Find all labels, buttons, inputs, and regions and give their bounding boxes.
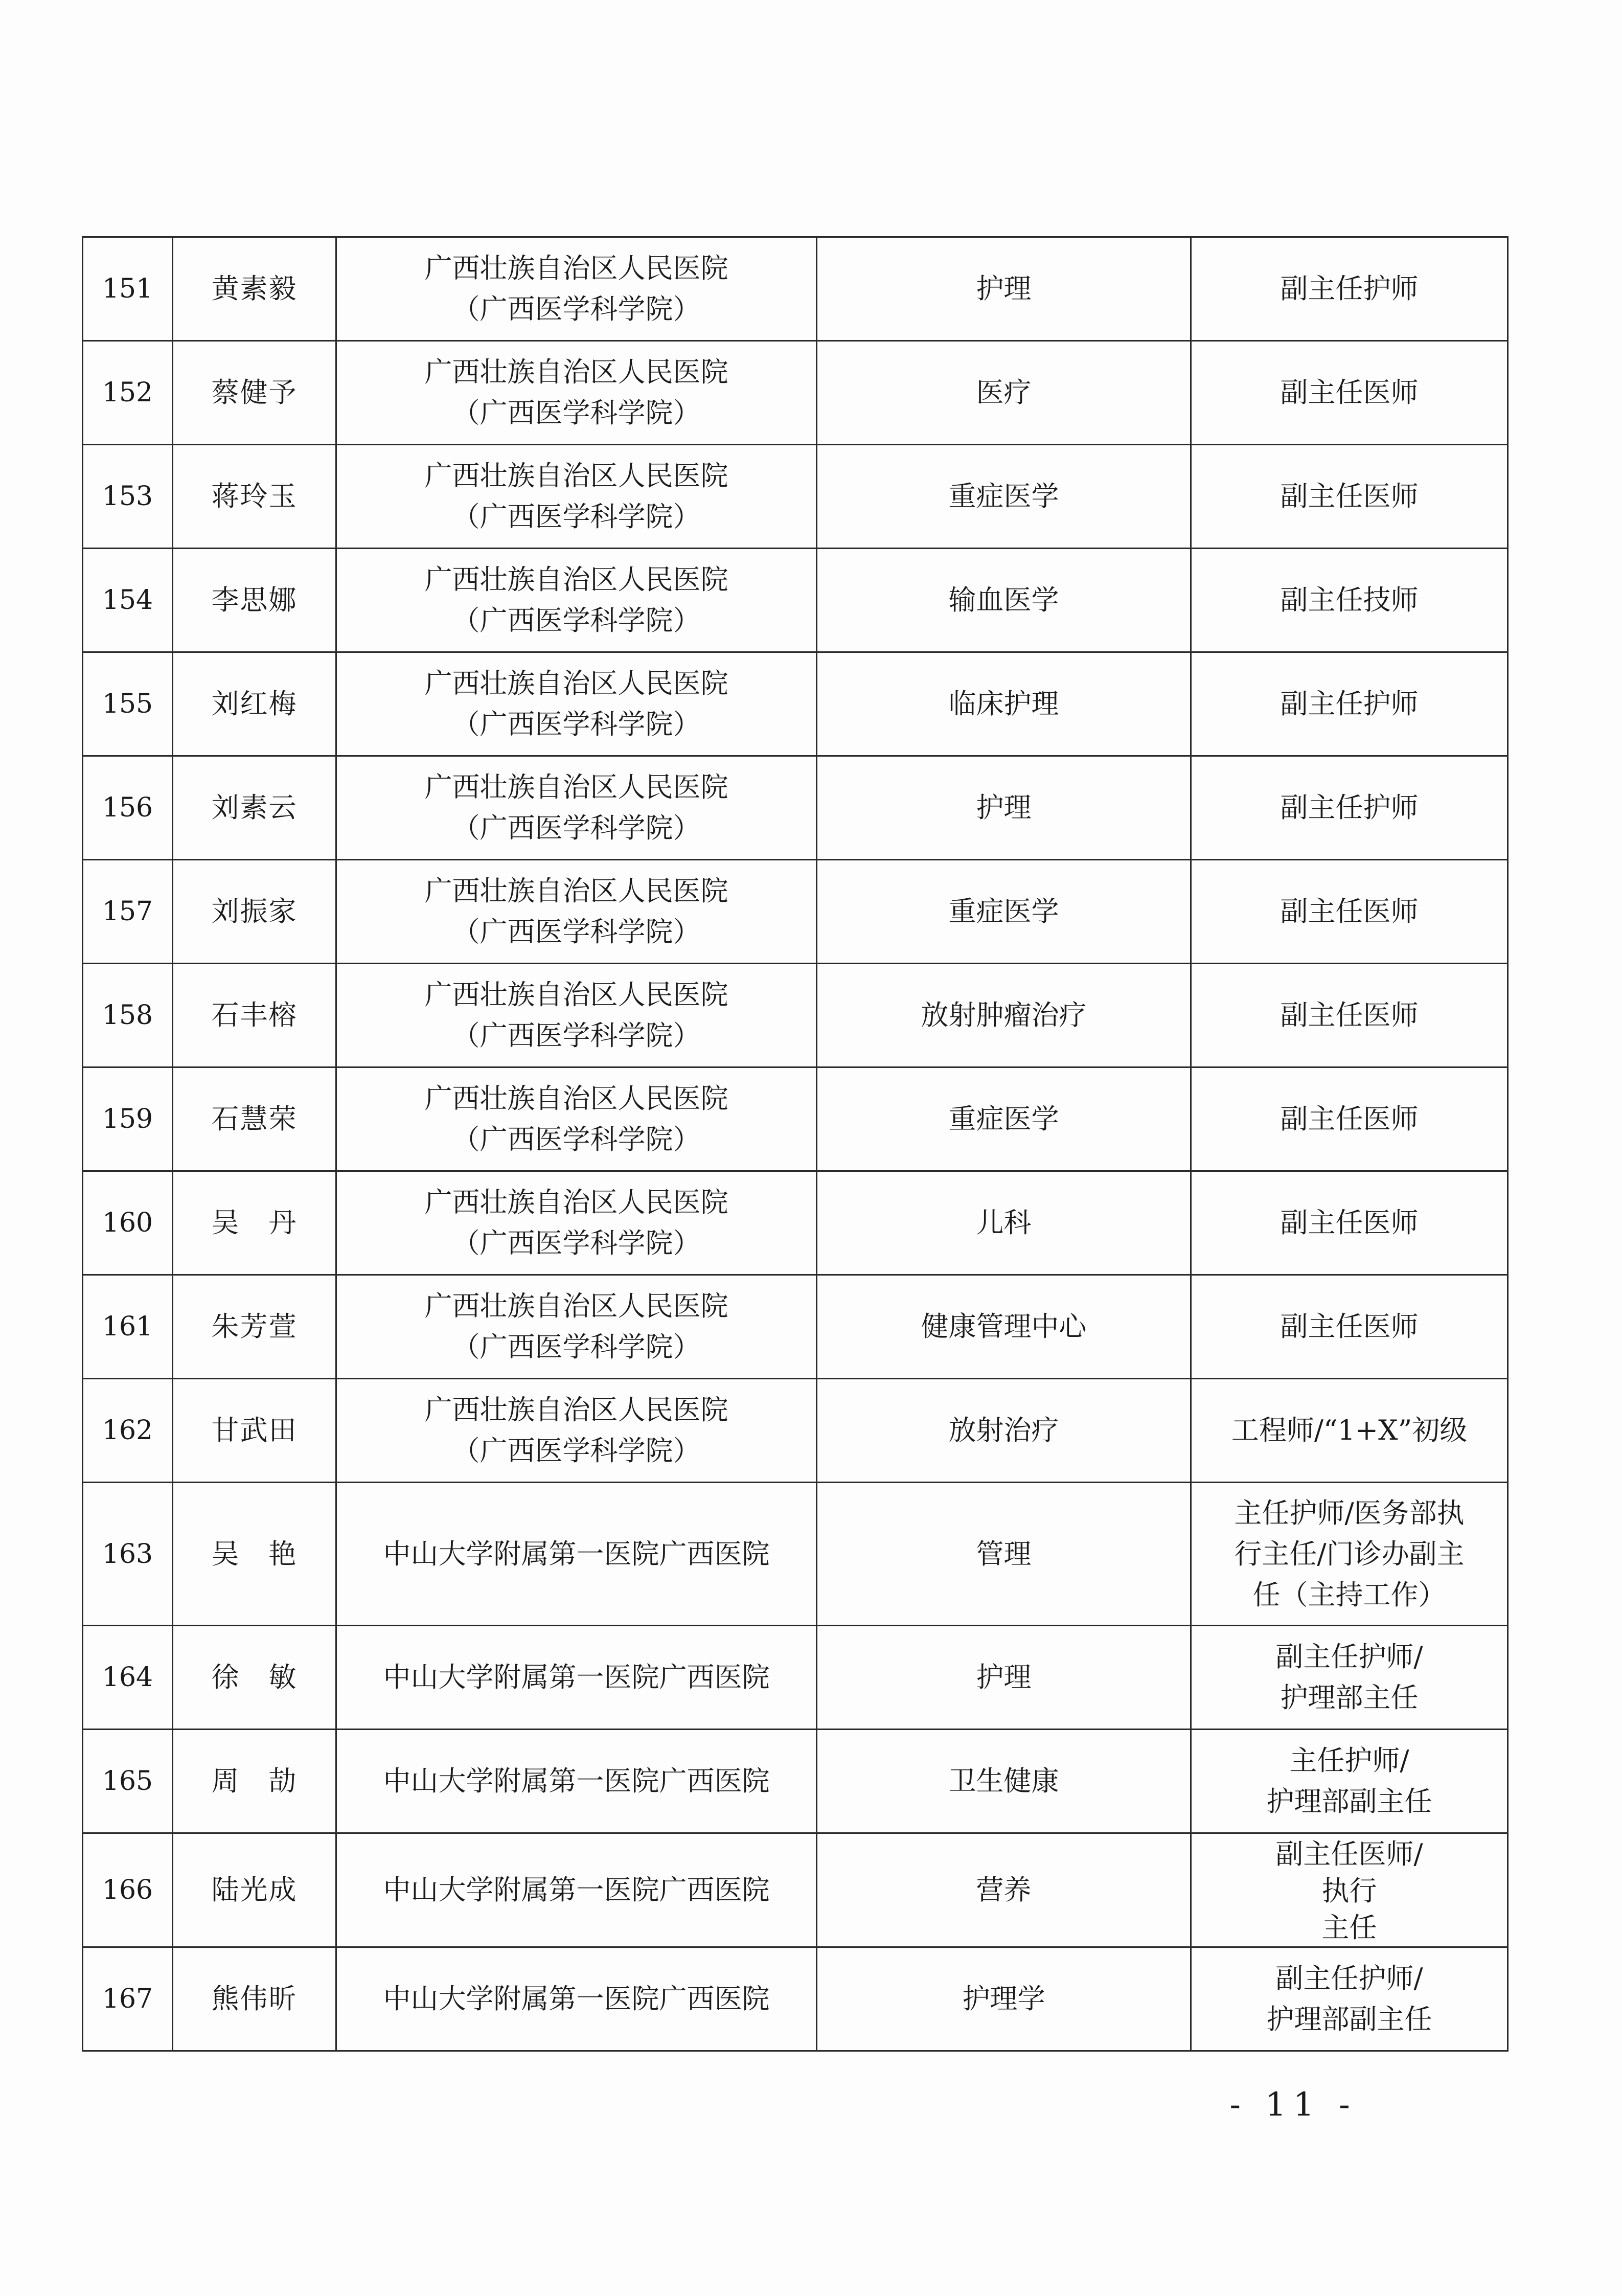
job-title-line: 副主任医师: [1280, 1207, 1419, 1239]
work-unit-cell: [336, 341, 817, 445]
job-title-line: 主任: [1321, 1912, 1377, 1944]
table-row: [83, 652, 1508, 756]
job-title-line: 副主任护师/: [1275, 1641, 1423, 1673]
person-name-cell: 徐 敏: [173, 1626, 336, 1730]
row-number-cell: 155: [83, 652, 173, 756]
work-unit-line: 广西壮族自治区人民医院: [424, 1394, 728, 1426]
work-unit-cell: [336, 1379, 817, 1483]
person-name-cell: 石慧荣: [173, 1067, 336, 1171]
work-unit-cell: [336, 237, 817, 341]
person-name-cell: 熊伟昕: [173, 1947, 336, 2051]
person-name-cell: 刘素云: [173, 756, 336, 860]
job-title-line: 工程师/“1+X”初级: [1231, 1414, 1468, 1446]
job-title-cell: [1191, 652, 1508, 756]
job-title-cell: [1191, 860, 1508, 964]
work-unit-line: 广西壮族自治区人民医院: [424, 667, 728, 699]
table-row: [83, 445, 1508, 549]
work-unit-line: （广西医学科学院）: [452, 1123, 701, 1155]
table-row: [83, 1483, 1508, 1626]
personnel-table: [82, 236, 1509, 2052]
job-title-line: 副主任医师: [1280, 1103, 1419, 1135]
job-title-cell: [1191, 1833, 1508, 1947]
work-unit-line: 中山大学附属第一医院广西医院: [383, 1983, 770, 2015]
work-unit-line: （广西医学科学院）: [452, 1019, 701, 1052]
work-unit-line: 广西壮族自治区人民医院: [424, 771, 728, 803]
person-name-cell: 黄素毅: [173, 237, 336, 341]
table-row: [83, 860, 1508, 964]
person-name-cell: 甘武田: [173, 1379, 336, 1483]
specialty-cell: 医疗: [817, 341, 1191, 445]
job-title-line: 任（主持工作）: [1252, 1578, 1446, 1611]
job-title-line: 行主任/门诊办副主: [1234, 1537, 1465, 1570]
job-title-cell: [1191, 1730, 1508, 1833]
person-name-cell: 石丰榕: [173, 964, 336, 1067]
page-number: - 11 -: [1229, 2086, 1357, 2124]
row-number-cell: 162: [83, 1379, 173, 1483]
work-unit-line: （广西医学科学院）: [452, 812, 701, 844]
work-unit-line: （广西医学科学院）: [452, 501, 701, 533]
job-title-line: 主任护师/医务部执: [1234, 1496, 1465, 1529]
person-name-cell: 吴 艳: [173, 1483, 336, 1626]
specialty-cell: 重症医学: [817, 860, 1191, 964]
specialty-cell: 临床护理: [817, 652, 1191, 756]
job-title-cell: [1191, 1067, 1508, 1171]
work-unit-cell: [336, 860, 817, 964]
specialty-cell: 重症医学: [817, 445, 1191, 549]
work-unit-line: （广西医学科学院）: [452, 604, 701, 636]
job-title-cell: [1191, 1275, 1508, 1379]
work-unit-line: 广西壮族自治区人民医院: [424, 1082, 728, 1115]
table-body: [83, 237, 1508, 2051]
table-row: [83, 1067, 1508, 1171]
work-unit-line: 广西壮族自治区人民医院: [424, 875, 728, 907]
specialty-cell: 儿科: [817, 1171, 1191, 1275]
job-title-line: 主任护师/: [1289, 1744, 1409, 1777]
job-title-cell: [1191, 964, 1508, 1067]
work-unit-line: （广西医学科学院）: [452, 1331, 701, 1363]
row-number-cell: 165: [83, 1730, 173, 1833]
work-unit-line: 中山大学附属第一医院广西医院: [383, 1661, 770, 1693]
person-name-cell: 蔡健予: [173, 341, 336, 445]
job-title-cell: [1191, 1379, 1508, 1483]
work-unit-line: （广西医学科学院）: [452, 1435, 701, 1467]
work-unit-line: （广西医学科学院）: [452, 916, 701, 948]
row-number-cell: 160: [83, 1171, 173, 1275]
table-row: [83, 237, 1508, 341]
specialty-cell: 护理: [817, 1626, 1191, 1730]
job-title-cell: [1191, 1483, 1508, 1626]
job-title-cell: [1191, 237, 1508, 341]
work-unit-line: 广西壮族自治区人民医院: [424, 460, 728, 492]
work-unit-line: （广西医学科学院）: [452, 293, 701, 325]
work-unit-line: 中山大学附属第一医院广西医院: [383, 1765, 770, 1797]
row-number-cell: 161: [83, 1275, 173, 1379]
work-unit-cell: [336, 1483, 817, 1626]
table-row: [83, 341, 1508, 445]
table-row: [83, 1833, 1508, 1947]
job-title-cell: [1191, 1626, 1508, 1730]
specialty-cell: 输血医学: [817, 549, 1191, 652]
work-unit-line: 广西壮族自治区人民医院: [424, 252, 728, 284]
work-unit-cell: [336, 652, 817, 756]
specialty-cell: 护理学: [817, 1947, 1191, 2051]
table-row: [83, 964, 1508, 1067]
row-number-cell: 152: [83, 341, 173, 445]
job-title-cell: [1191, 756, 1508, 860]
row-number-cell: 151: [83, 237, 173, 341]
job-title-line: 护理部副主任: [1266, 2003, 1432, 2035]
table-row: [83, 1379, 1508, 1483]
job-title-line: 副主任技师: [1280, 584, 1419, 616]
person-name-cell: 吴 丹: [173, 1171, 336, 1275]
table-row: [83, 1171, 1508, 1275]
specialty-cell: 护理: [817, 237, 1191, 341]
work-unit-line: 广西壮族自治区人民医院: [424, 356, 728, 388]
work-unit-cell: [336, 964, 817, 1067]
table-row: [83, 1947, 1508, 2051]
job-title-line: 副主任医师/: [1275, 1838, 1423, 1870]
person-name-cell: 蒋玲玉: [173, 445, 336, 549]
row-number-cell: 154: [83, 549, 173, 652]
work-unit-line: 中山大学附属第一医院广西医院: [383, 1874, 770, 1906]
specialty-cell: 健康管理中心: [817, 1275, 1191, 1379]
job-title-cell: [1191, 1171, 1508, 1275]
work-unit-line: 广西壮族自治区人民医院: [424, 979, 728, 1011]
job-title-line: 副主任医师: [1280, 895, 1419, 927]
person-name-cell: 李思娜: [173, 549, 336, 652]
specialty-cell: 管理: [817, 1483, 1191, 1626]
work-unit-cell: [336, 549, 817, 652]
job-title-cell: [1191, 445, 1508, 549]
job-title-line: 执行: [1321, 1875, 1377, 1907]
specialty-cell: 营养: [817, 1833, 1191, 1947]
work-unit-cell: [336, 1626, 817, 1730]
person-name-cell: 刘红梅: [173, 652, 336, 756]
row-number-cell: 158: [83, 964, 173, 1067]
row-number-cell: 153: [83, 445, 173, 549]
job-title-line: 护理部主任: [1280, 1681, 1419, 1714]
table-row: [83, 1730, 1508, 1833]
person-name-cell: 刘振家: [173, 860, 336, 964]
job-title-line: 副主任护师: [1280, 688, 1419, 720]
specialty-cell: 放射治疗: [817, 1379, 1191, 1483]
work-unit-line: 广西壮族自治区人民医院: [424, 1186, 728, 1218]
person-name-cell: 周 劼: [173, 1730, 336, 1833]
table-row: [83, 756, 1508, 860]
work-unit-cell: [336, 1833, 817, 1947]
work-unit-line: （广西医学科学院）: [452, 708, 701, 740]
job-title-cell: [1191, 1947, 1508, 2051]
table-row: [83, 549, 1508, 652]
row-number-cell: 164: [83, 1626, 173, 1730]
table-row: [83, 1275, 1508, 1379]
work-unit-line: （广西医学科学院）: [452, 397, 701, 429]
row-number-cell: 156: [83, 756, 173, 860]
job-title-line: 副主任医师: [1280, 1310, 1419, 1343]
job-title-line: 护理部副主任: [1266, 1785, 1432, 1817]
job-title-line: 副主任医师: [1280, 480, 1419, 512]
job-title-line: 副主任护师: [1280, 791, 1419, 824]
specialty-cell: 护理: [817, 756, 1191, 860]
work-unit-line: 广西壮族自治区人民医院: [424, 1290, 728, 1322]
row-number-cell: 166: [83, 1833, 173, 1947]
table-row: [83, 1626, 1508, 1730]
work-unit-cell: [336, 1067, 817, 1171]
work-unit-line: 中山大学附属第一医院广西医院: [383, 1537, 770, 1570]
specialty-cell: 卫生健康: [817, 1730, 1191, 1833]
person-name-cell: 陆光成: [173, 1833, 336, 1947]
job-title-cell: [1191, 341, 1508, 445]
row-number-cell: 159: [83, 1067, 173, 1171]
row-number-cell: 163: [83, 1483, 173, 1626]
work-unit-cell: [336, 1171, 817, 1275]
work-unit-line: 广西壮族自治区人民医院: [424, 563, 728, 596]
job-title-line: 副主任护师/: [1275, 1962, 1423, 1994]
job-title-line: 副主任医师: [1280, 376, 1419, 408]
work-unit-cell: [336, 1947, 817, 2051]
work-unit-line: （广西医学科学院）: [452, 1227, 701, 1259]
job-title-line: 副主任医师: [1280, 999, 1419, 1031]
person-name-cell: 朱芳萱: [173, 1275, 336, 1379]
specialty-cell: 放射肿瘤治疗: [817, 964, 1191, 1067]
job-title-cell: [1191, 549, 1508, 652]
work-unit-cell: [336, 445, 817, 549]
work-unit-cell: [336, 1730, 817, 1833]
job-title-line: 副主任护师: [1280, 272, 1419, 305]
row-number-cell: 157: [83, 860, 173, 964]
work-unit-cell: [336, 756, 817, 860]
specialty-cell: 重症医学: [817, 1067, 1191, 1171]
work-unit-cell: [336, 1275, 817, 1379]
row-number-cell: 167: [83, 1947, 173, 2051]
